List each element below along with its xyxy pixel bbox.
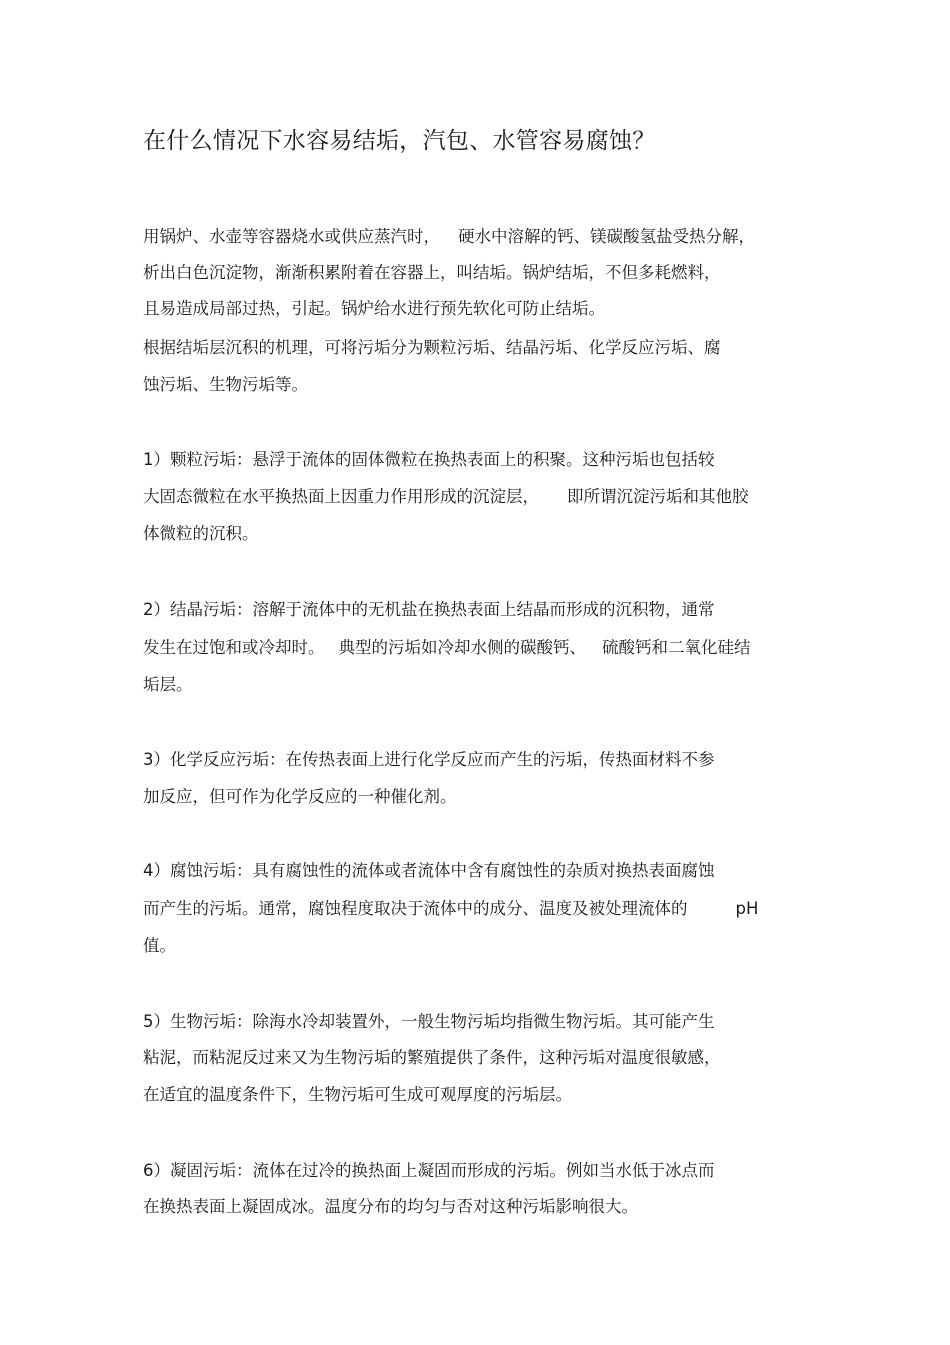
p1-line-2 (143, 484, 749, 510)
p1-line-2a: 大固态微粒在水平换热面上因重力作用形成的沉淀层， (143, 487, 539, 506)
p4-line-2b: pH (735, 899, 759, 918)
p2-line-2b: 典型的污垢如冷却水侧的碳酸钙、 (338, 638, 586, 657)
p2-line-3: 垢层。 (143, 675, 193, 694)
intro-line-4: 根据结垢层沉积的机理，可将污垢分为颗粒污垢、结晶污垢、化学反应污垢、腐 (143, 338, 721, 357)
p6-line-2: 在换热表面上凝固成冰。温度分布的均匀与否对这种污垢影响很大。 (143, 1197, 638, 1216)
p3-line-2: 加反应，但可作为化学反应的一种催化剂。 (143, 787, 457, 806)
p5-line-1: 5）生物污垢：除海水冷却装置外，一般生物污垢均指微生物污垢。其可能产生 (143, 1012, 715, 1031)
intro-line-2: 析出白色沉淀物，渐渐积累附着在容器上，叫结垢。锅炉结垢，不但多耗燃料， (143, 263, 721, 282)
intro-line-5: 蚀污垢、生物污垢等。 (143, 375, 308, 394)
p1-line-1: 1）颗粒污垢：悬浮于流体的固体微粒在换热表面上的积聚。这种污垢也包括较 (143, 450, 715, 469)
intro-line-3: 且易造成局部过热，引起。锅炉给水进行预先软化可防止结垢。 (143, 299, 605, 318)
p5-line-2: 粘泥，而粘泥反过来又为生物污垢的繁殖提供了条件，这种污垢对温度很敏感， (143, 1048, 721, 1067)
p3-line-1: 3）化学反应污垢：在传热表面上进行化学反应而产生的污垢，传热面材料不参 (143, 750, 715, 769)
p4-line-2a: 而产生的污垢。通常，腐蚀程度取决于流体中的成分、温度及被处理流体的 (143, 899, 688, 918)
p2-line-2 (143, 635, 751, 661)
p4-line-2 (143, 896, 758, 922)
p5-line-3: 在适宜的温度条件下，生物污垢可生成可观厚度的污垢层。 (143, 1085, 572, 1104)
p2-line-1: 2）结晶污垢：溶解于流体中的无机盐在换热表面上结晶而形成的沉积物，通常 (143, 600, 715, 619)
intro-line-1a: 用锅炉、水壶等容器烧水或供应蒸汽时， (143, 227, 440, 246)
p1-line-3: 体微粒的沉积。 (143, 524, 259, 543)
document-title: 在什么情况下水容易结垢，汽包、水管容易腐蚀？ (143, 128, 656, 154)
p4-line-1: 4）腐蚀污垢：具有腐蚀性的流体或者流体中含有腐蚀性的杂质对换热表面腐蚀 (143, 861, 715, 880)
p1-line-2b: 即所谓沉淀污垢和其他胶 (567, 487, 749, 506)
intro-line-1b: 硬水中溶解的钙、镁碳酸氢盐受热分解， (458, 227, 755, 246)
p4-line-3: 值。 (143, 936, 176, 955)
p2-line-2a: 发生在过饱和或冷却时。 (143, 638, 325, 657)
intro-line-1 (143, 224, 755, 250)
p2-line-2c: 硫酸钙和二氧化硅结 (602, 638, 751, 657)
p6-line-1: 6）凝固污垢：流体在过冷的换热面上凝固而形成的污垢。例如当水低于冰点而 (143, 1161, 715, 1180)
